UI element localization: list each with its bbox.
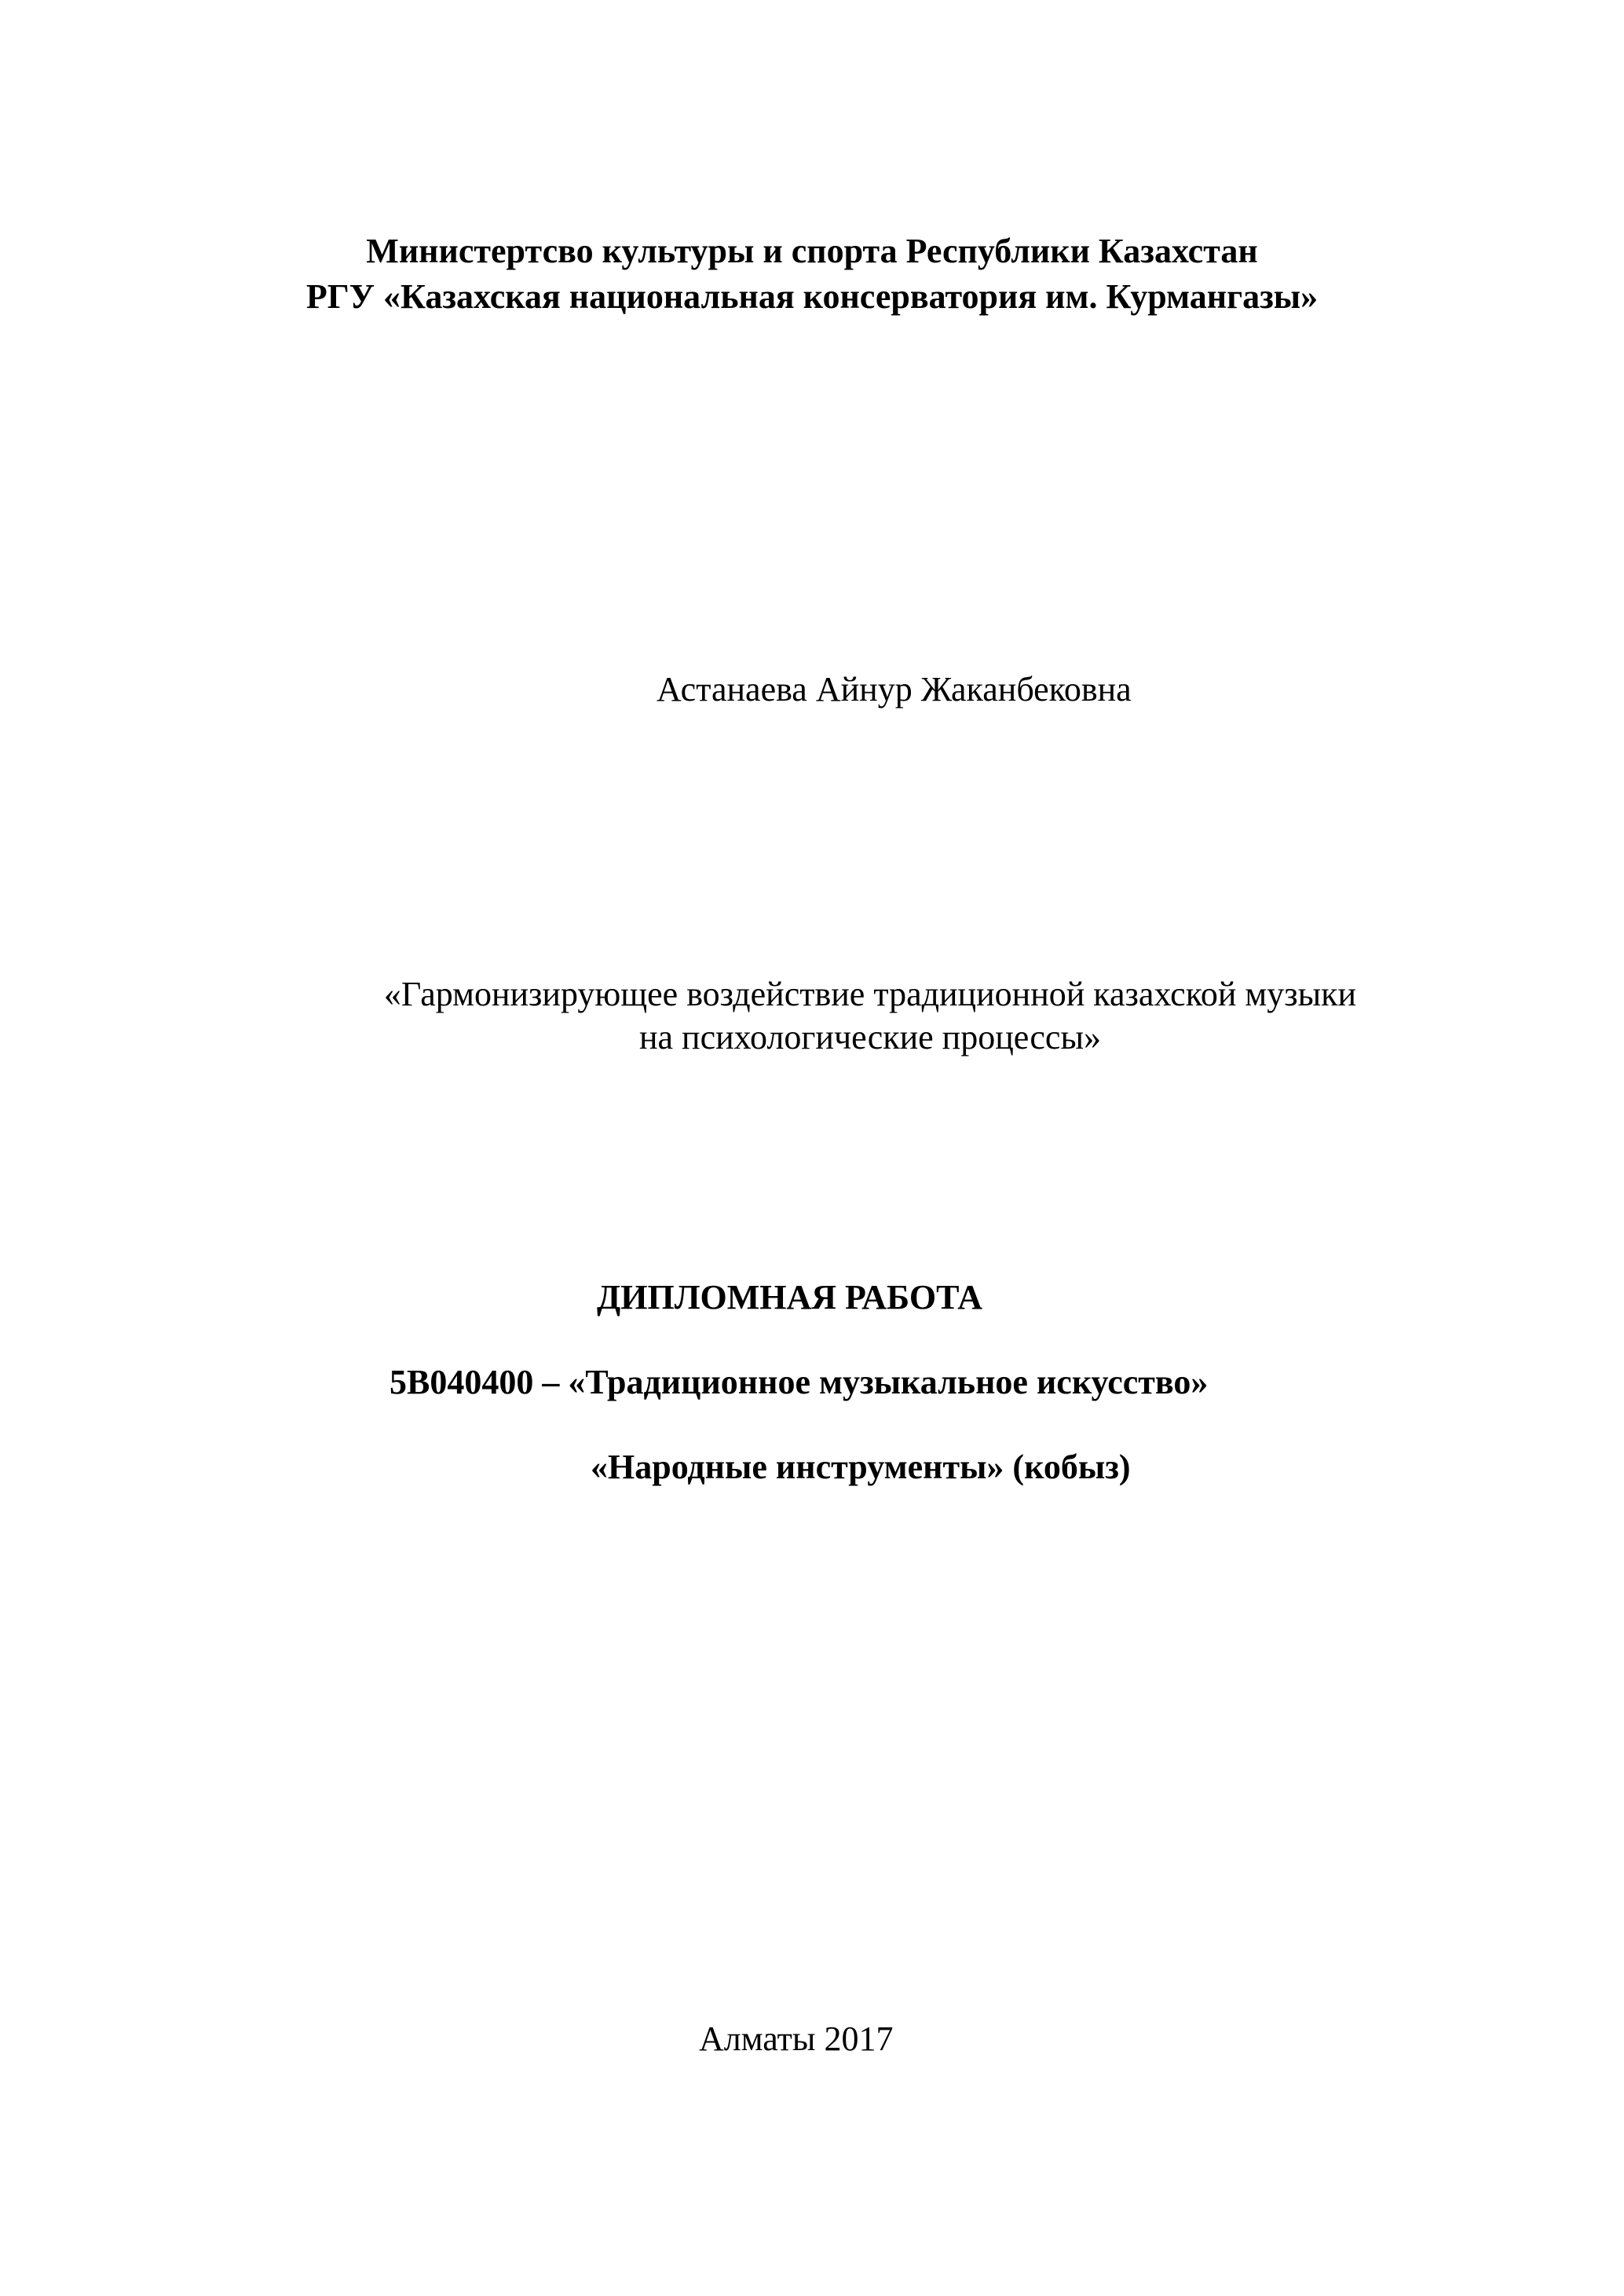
document-type: ДИПЛОМНАЯ РАБОТА — [597, 1278, 983, 1316]
instrument-specialization: «Народные инструменты» (кобыз) — [591, 1448, 1131, 1486]
ministry-heading: Министертсво культуры и спорта Республики Казахстан — [366, 232, 1258, 270]
city-year: Алматы 2017 — [699, 2020, 894, 2058]
institution-heading: РГУ «Казахская национальная консерватория им. Курмангазы» — [305, 277, 1319, 316]
author-name: Астанаева Айнур Жаканбековна — [657, 670, 1132, 709]
thesis-title — [330, 972, 1410, 1059]
specialty-code: 5В040400 – «Традиционное музыкальное искусство» — [390, 1363, 1209, 1401]
thesis-title-line-1: «Гармонизирующее воздействие традиционной казахской музыки — [383, 975, 1357, 1013]
thesis-title-line-2: на психологические процессы» — [638, 1018, 1102, 1056]
